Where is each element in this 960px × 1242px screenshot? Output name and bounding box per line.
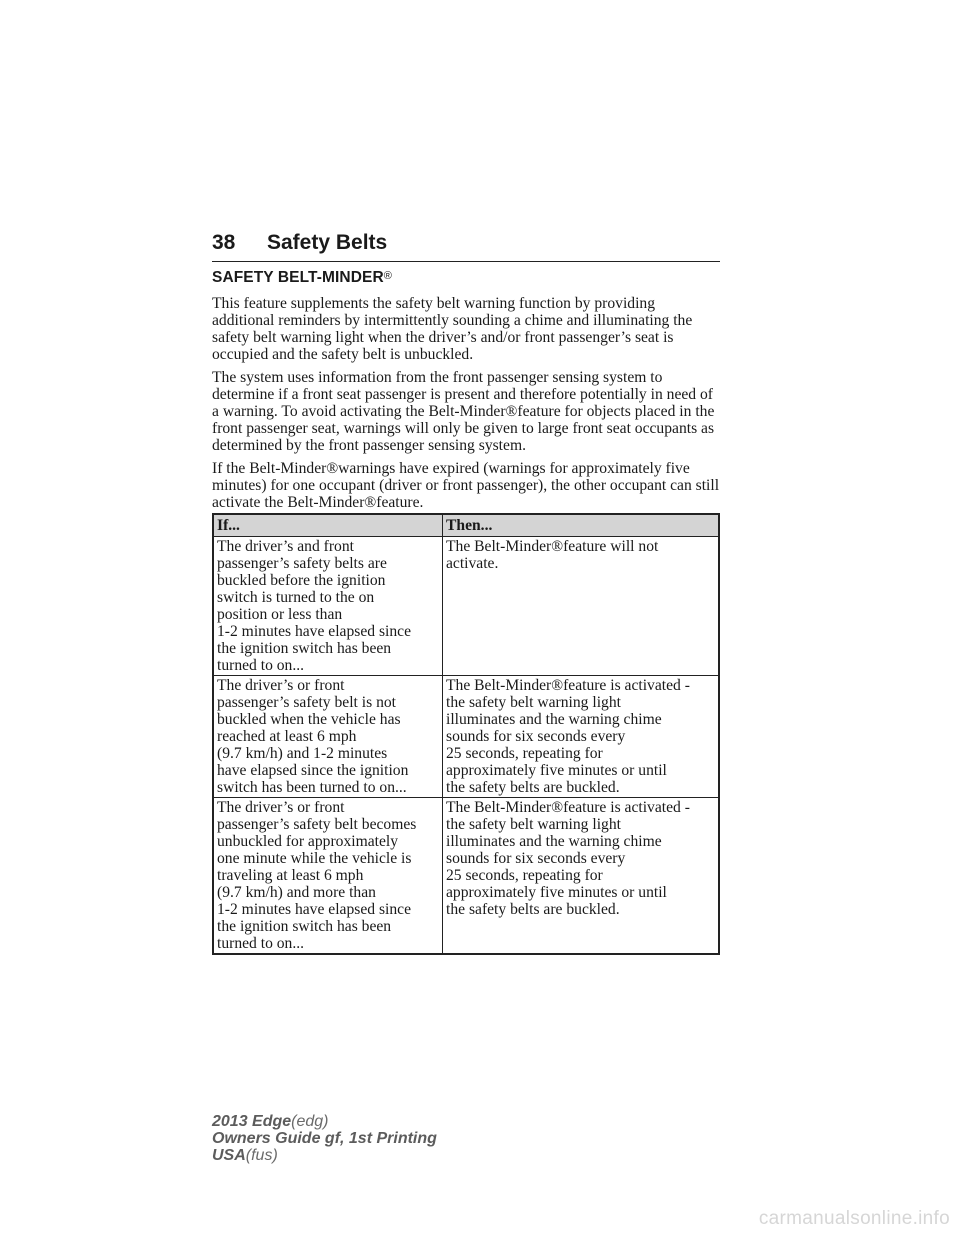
page-number: 38 xyxy=(212,231,236,254)
if-then-table xyxy=(212,513,720,955)
table-row xyxy=(213,798,719,955)
document-footer xyxy=(212,1113,437,1164)
registered-mark: ® xyxy=(383,270,392,282)
column-header-then: Then... xyxy=(443,514,720,537)
footer-model: 2013 Edge xyxy=(212,1113,292,1130)
footer-market: USA xyxy=(212,1147,246,1164)
footer-market-code: (fus) xyxy=(245,1147,278,1164)
table-cell-then: The Belt-Minder®feature will not activate. xyxy=(443,537,720,676)
chapter-title: Safety Belts xyxy=(267,231,388,254)
section-heading-text: SAFETY BELT-MINDER xyxy=(212,269,384,286)
table-cell-if: The driver’s and front passenger’s safety belts are buckled before the ignition switch is turned to the on position or less than 1-2 minutes have elapsed since the ignition switch has been turned to on... xyxy=(213,537,443,676)
table-cell-then: The Belt-Minder®feature is activated - the safety belt warning light illuminates and the warning chime sounds for six seconds every 25 seconds, repeating for approximately five minutes or until the safety belts are buckled. xyxy=(443,798,720,955)
paragraph-expired-warnings: If the Belt-Minder®warnings have expired (warnings for approximately five minutes) for one occupant (driver or front passenger), the other occupant can still activate the Belt-Minder®feature. xyxy=(212,460,720,511)
footer-model-code: (edg) xyxy=(291,1113,329,1130)
paragraph-intro: This feature supplements the safety belt warning function by providing additional reminders by intermittently sounding a chime and illuminating the safety belt warning light when the driver’s and/or front passenger’s seat is occupied and the safety belt is unbuckled. xyxy=(212,295,693,363)
page-header xyxy=(212,230,720,262)
footer-line-market xyxy=(212,1147,437,1164)
paragraph-sensing-system: The system uses information from the front passenger sensing system to determine if a front seat passenger is present and therefore potentially in need of a warning. To avoid activating the Belt-Minder®feature for objects placed in the front passenger seat, warnings will only be given to large front seat occupants as determined by the front passenger sensing system. xyxy=(212,369,715,454)
table-header-row xyxy=(213,514,719,537)
watermark-text: carmanualsonline.info xyxy=(758,1208,950,1229)
table-row xyxy=(213,676,719,798)
footer-line-model xyxy=(212,1113,437,1130)
table-row xyxy=(213,537,719,676)
table-cell-if: The driver’s or front passenger’s safety belt becomes unbuckled for approximately one minute while the vehicle is traveling at least 6 mph (9.7 km/h) and more than 1-2 minutes have elapsed since the ignition switch has been turned to on... xyxy=(213,798,443,955)
column-header-if: If... xyxy=(213,514,443,537)
table-cell-if: The driver’s or front passenger’s safety belt is not buckled when the vehicle has reached at least 6 mph (9.7 km/h) and 1-2 minutes have elapsed since the ignition switch has been turned to on... xyxy=(213,676,443,798)
footer-guide: Owners Guide gf, 1st Printing xyxy=(212,1130,437,1147)
section-heading xyxy=(212,269,392,287)
table-cell-then: The Belt-Minder®feature is activated - the safety belt warning light illuminates and the warning chime sounds for six seconds every 25 seconds, repeating for approximately five minutes or until the safety belts are buckled. xyxy=(443,676,720,798)
footer-line-guide xyxy=(212,1130,437,1147)
